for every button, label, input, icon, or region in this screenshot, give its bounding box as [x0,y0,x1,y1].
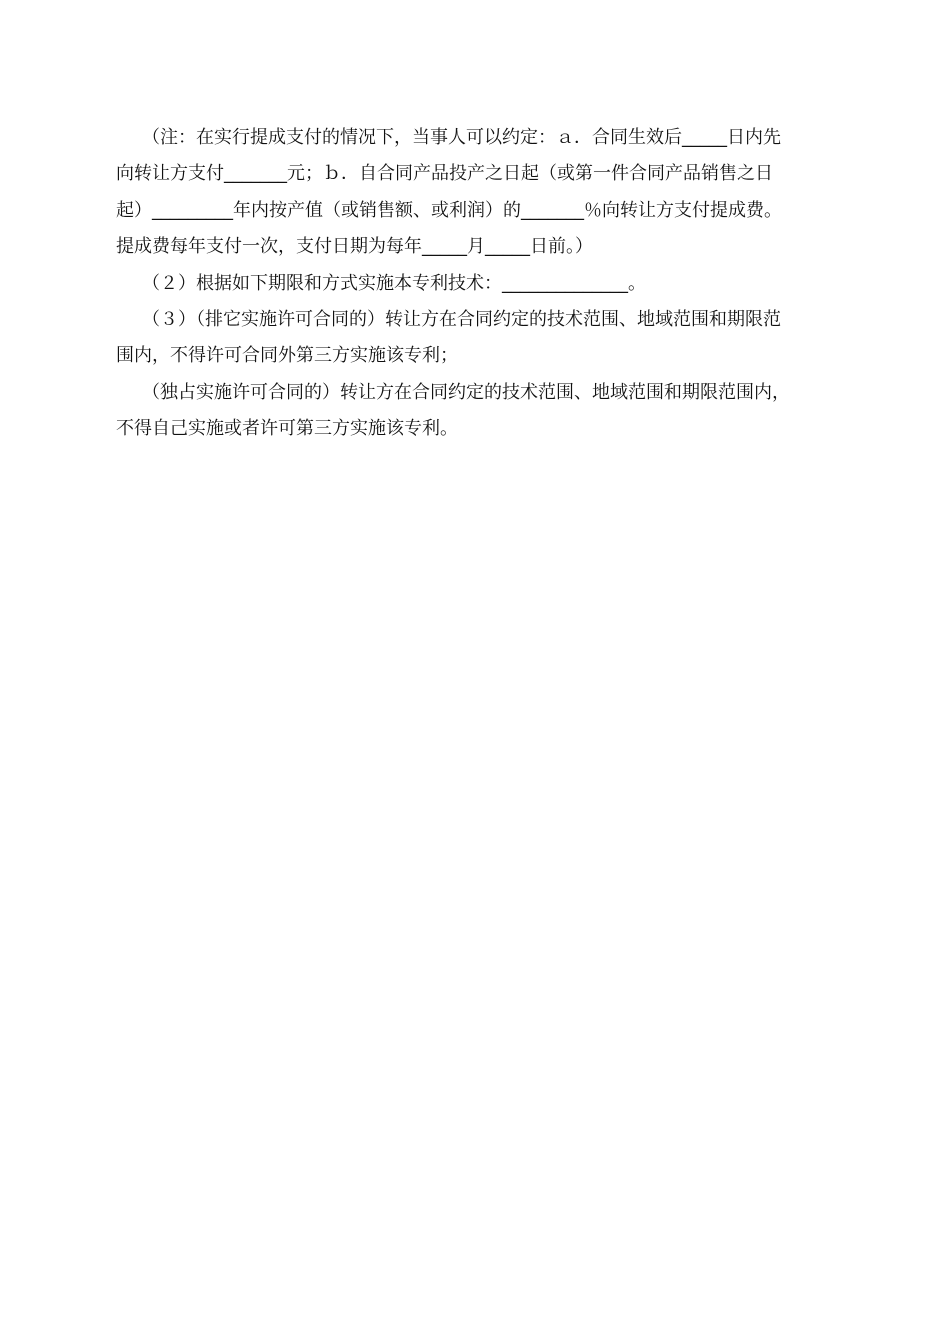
clause-3-line-2: 围内，不得许可合同外第三方实施该专利； [116,345,458,367]
clause-3-line-1: （３）（排它实施许可合同的）转让方在合同约定的技术范围、地域范围和期限范 [142,308,781,330]
document-body [116,120,838,448]
clause-2: （２）根据如下期限和方式实施本专利技术：______________。 [142,272,646,294]
note-line-4: 提成费每年支付一次，支付日期为每年_____月_____日前。） [116,236,593,258]
note-line-3: 起）_________年内按产值（或销售额、或利润）的_______％向转让方支付提成费。 [116,199,782,221]
note-line-1: （注：在实行提成支付的情况下，当事人可以约定：ａ．合同生效后_____日内先 [142,127,781,148]
exclusive-license-line-1: （独占实施许可合同的）转让方在合同约定的技术范围、地域范围和期限范围内， [142,381,790,403]
exclusive-license-line-2: 不得自己实施或者许可第三方实施该专利。 [116,418,458,440]
note-line-2: 向转让方支付_______元；ｂ．自合同产品投产之日起（或第一件合同产品销售之日 [116,163,773,185]
